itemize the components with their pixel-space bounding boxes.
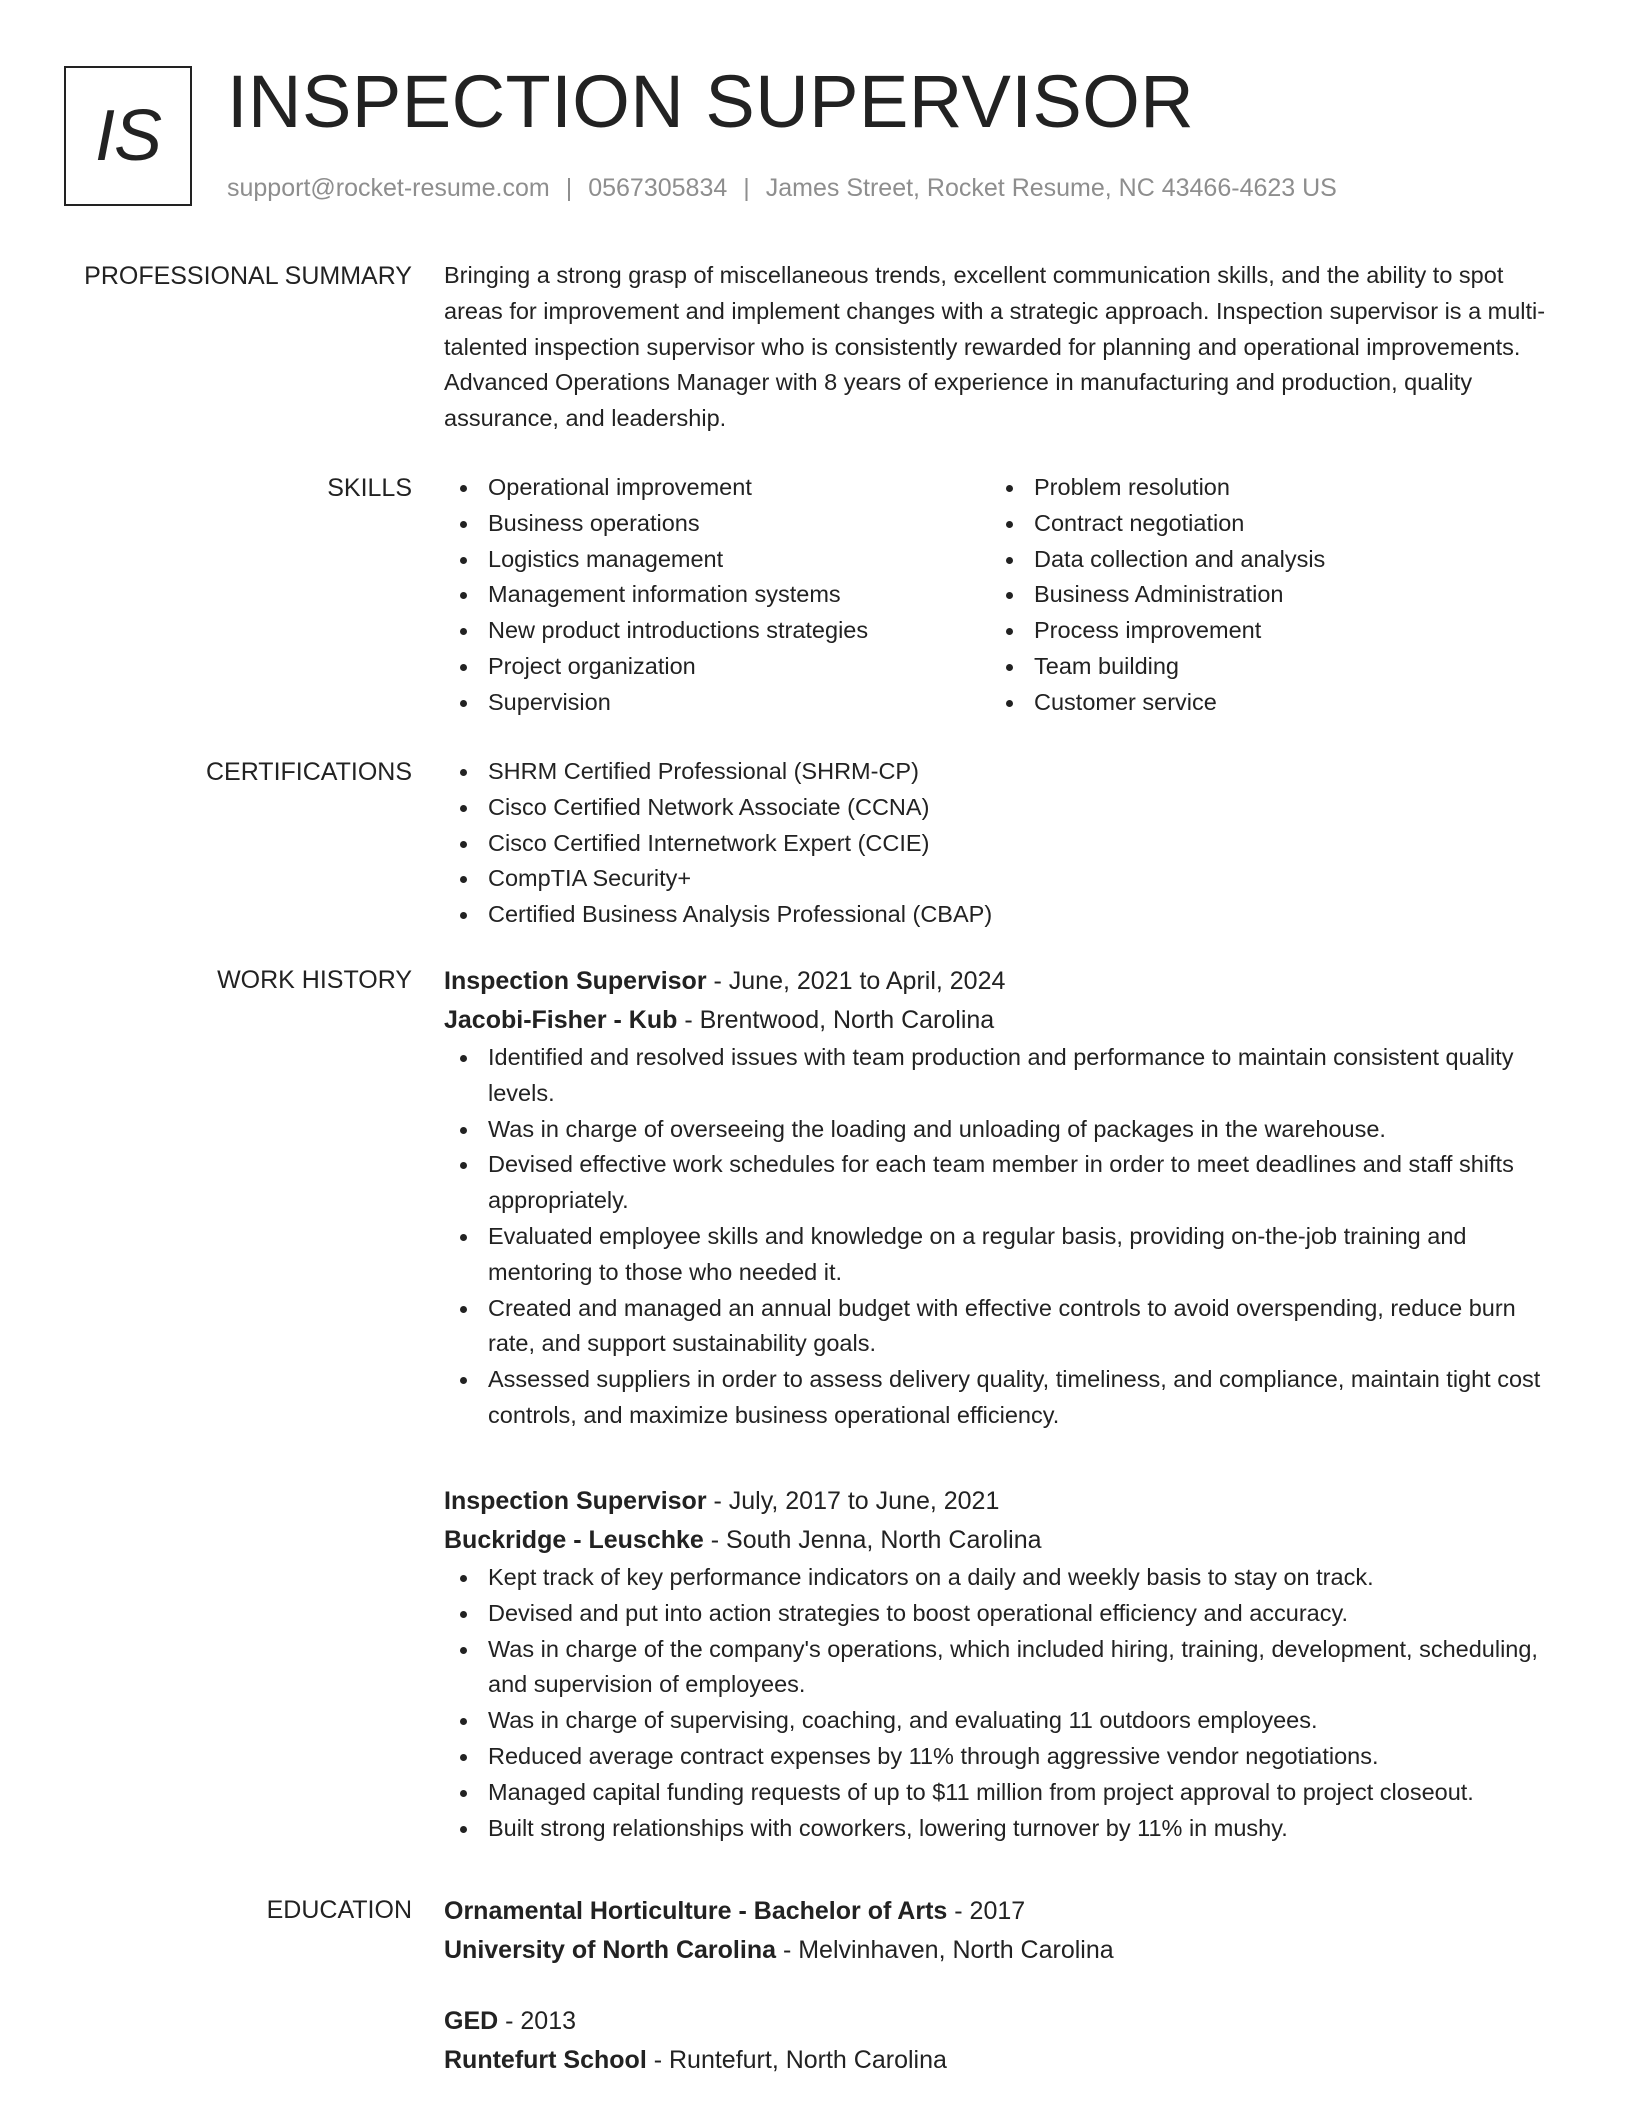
certifications-list (444, 754, 1554, 933)
skill-item: Business operations (444, 506, 990, 542)
skill-item: Supervision (444, 685, 990, 721)
section-label-certifications: CERTIFICATIONS (205, 758, 412, 786)
skill-item: Problem resolution (990, 470, 1536, 506)
contact-phone[interactable]: 0567305834 (588, 174, 728, 202)
skill-item: Project organization (444, 649, 990, 685)
job-company-line (444, 1001, 1554, 1040)
certification-item: SHRM Certified Professional (SHRM-CP) (444, 754, 1554, 790)
job-dates: - July, 2017 to June, 2021 (706, 1487, 1000, 1515)
job-company: Buckridge - Leuschke (444, 1526, 704, 1554)
education-entry (444, 2002, 1554, 2080)
section-label-work-history: WORK HISTORY (217, 966, 412, 994)
skill-item: New product introductions strategies (444, 613, 990, 649)
education-year: - 2017 (947, 1897, 1026, 1925)
summary-body (444, 258, 1554, 437)
monogram-text: IS (94, 96, 162, 176)
skill-item: Team building (990, 649, 1536, 685)
certification-item: CompTIA Security+ (444, 861, 1554, 897)
job-location: - South Jenna, North Carolina (703, 1526, 1042, 1554)
monogram-logo (64, 66, 192, 206)
contact-address: James Street, Rocket Resume, NC 43466-4623 US (765, 174, 1337, 202)
education-location: - Runtefurt, North Carolina (646, 2046, 947, 2074)
job-title: Inspection Supervisor (444, 1487, 707, 1515)
contact-line (227, 174, 1337, 203)
education-degree-line (444, 2002, 1554, 2041)
certifications-body (444, 754, 1554, 933)
skill-item: Customer service (990, 685, 1536, 721)
skill-item: Business Administration (990, 577, 1536, 613)
job-bullet: Kept track of key performance indicators on a daily and weekly basis to stay on track. (444, 1560, 1554, 1596)
education-location: - Melvinhaven, North Carolina (776, 1936, 1114, 1964)
job-title-line (444, 962, 1554, 1001)
skills-body (444, 470, 1554, 721)
education-degree-line (444, 1892, 1554, 1931)
contact-separator: | (565, 174, 573, 202)
skill-item: Process improvement (990, 613, 1536, 649)
contact-separator: | (743, 174, 750, 202)
job-bullets (444, 1040, 1554, 1434)
job-location: - Brentwood, North Carolina (677, 1006, 995, 1034)
skill-item: Contract negotiation (990, 506, 1536, 542)
job-bullet: Was in charge of overseeing the loading and unloading of packages in the warehouse. (444, 1112, 1554, 1148)
job-bullet: Was in charge of supervising, coaching, and evaluating 11 outdoors employees. (444, 1703, 1554, 1739)
section-label-skills: SKILLS (327, 474, 412, 502)
job-bullet: Managed capital funding requests of up to $11 million from project approval to project closeout. (444, 1775, 1554, 1811)
job-bullets (444, 1560, 1554, 1846)
education-school-line (444, 1931, 1554, 1970)
skill-item: Management information systems (444, 577, 990, 613)
candidate-name: INSPECTION SUPERVISOR (227, 60, 1195, 143)
section-label-education: EDUCATION (266, 1896, 412, 1924)
job-bullet: Identified and resolved issues with team production and performance to maintain consistent quality levels. (444, 1040, 1554, 1112)
summary-text: Bringing a strong grasp of miscellaneous trends, excellent communication skills, and the ability to spot areas for improvement and implement changes with a strategic approach. Inspection supervisor is a multi-talented inspection supervisor who is consistently rewarded for planning and operational improvements. Advanced Operations Manager with 8 years of experience in manufacturing and production, quality assurance, and leadership. (444, 262, 1546, 432)
job-title-line (444, 1482, 1554, 1521)
education-degree: GED (444, 2007, 499, 2035)
job-dates: - June, 2021 to April, 2024 (706, 967, 1006, 995)
job-bullet: Reduced average contract expenses by 11% through aggressive vendor negotiations. (444, 1739, 1554, 1775)
job-title: Inspection Supervisor (444, 967, 707, 995)
job-bullet: Devised effective work schedules for each team member in order to meet deadlines and staff shifts appropriately. (444, 1147, 1554, 1219)
job-company-line (444, 1521, 1554, 1560)
job-entry (444, 1482, 1554, 1846)
education-year: - 2013 (498, 2007, 577, 2035)
skill-item: Operational improvement (444, 470, 990, 506)
job-bullet: Built strong relationships with coworkers, lowering turnover by 11% in mushy. (444, 1811, 1554, 1847)
certification-item: Cisco Certified Internetwork Expert (CCIE) (444, 826, 1554, 862)
job-company: Jacobi-Fisher - Kub (444, 1006, 678, 1034)
job-bullet: Was in charge of the company's operations, which included hiring, training, development, scheduling, and supervision of employees. (444, 1632, 1554, 1704)
education-school-line (444, 2041, 1554, 2080)
certification-item: Certified Business Analysis Professional (CBAP) (444, 897, 1554, 933)
education-entry (444, 1892, 1554, 1970)
education-school: University of North Carolina (444, 1936, 776, 1964)
contact-email[interactable]: support@rocket-resume.com (227, 174, 550, 202)
job-bullet: Devised and put into action strategies to boost operational efficiency and accuracy. (444, 1596, 1554, 1632)
skills-list-right (990, 470, 1536, 721)
job-bullet: Created and managed an annual budget with effective controls to avoid overspending, reduce burn rate, and support sustainability goals. (444, 1291, 1554, 1363)
job-bullet: Evaluated employee skills and knowledge on a regular basis, providing on-the-job training and mentoring to those who needed it. (444, 1219, 1554, 1291)
education-school: Runtefurt School (444, 2046, 647, 2074)
skill-item: Logistics management (444, 542, 990, 578)
certification-item: Cisco Certified Network Associate (CCNA) (444, 790, 1554, 826)
section-label-summary: PROFESSIONAL SUMMARY (84, 262, 412, 290)
education-degree: Ornamental Horticulture - Bachelor of Arts (444, 1897, 948, 1925)
job-bullet: Assessed suppliers in order to assess delivery quality, timeliness, and compliance, maintain tight cost controls, and maximize business operational efficiency. (444, 1362, 1554, 1434)
skill-item: Data collection and analysis (990, 542, 1536, 578)
skills-list-left (444, 470, 990, 721)
job-entry (444, 962, 1554, 1434)
